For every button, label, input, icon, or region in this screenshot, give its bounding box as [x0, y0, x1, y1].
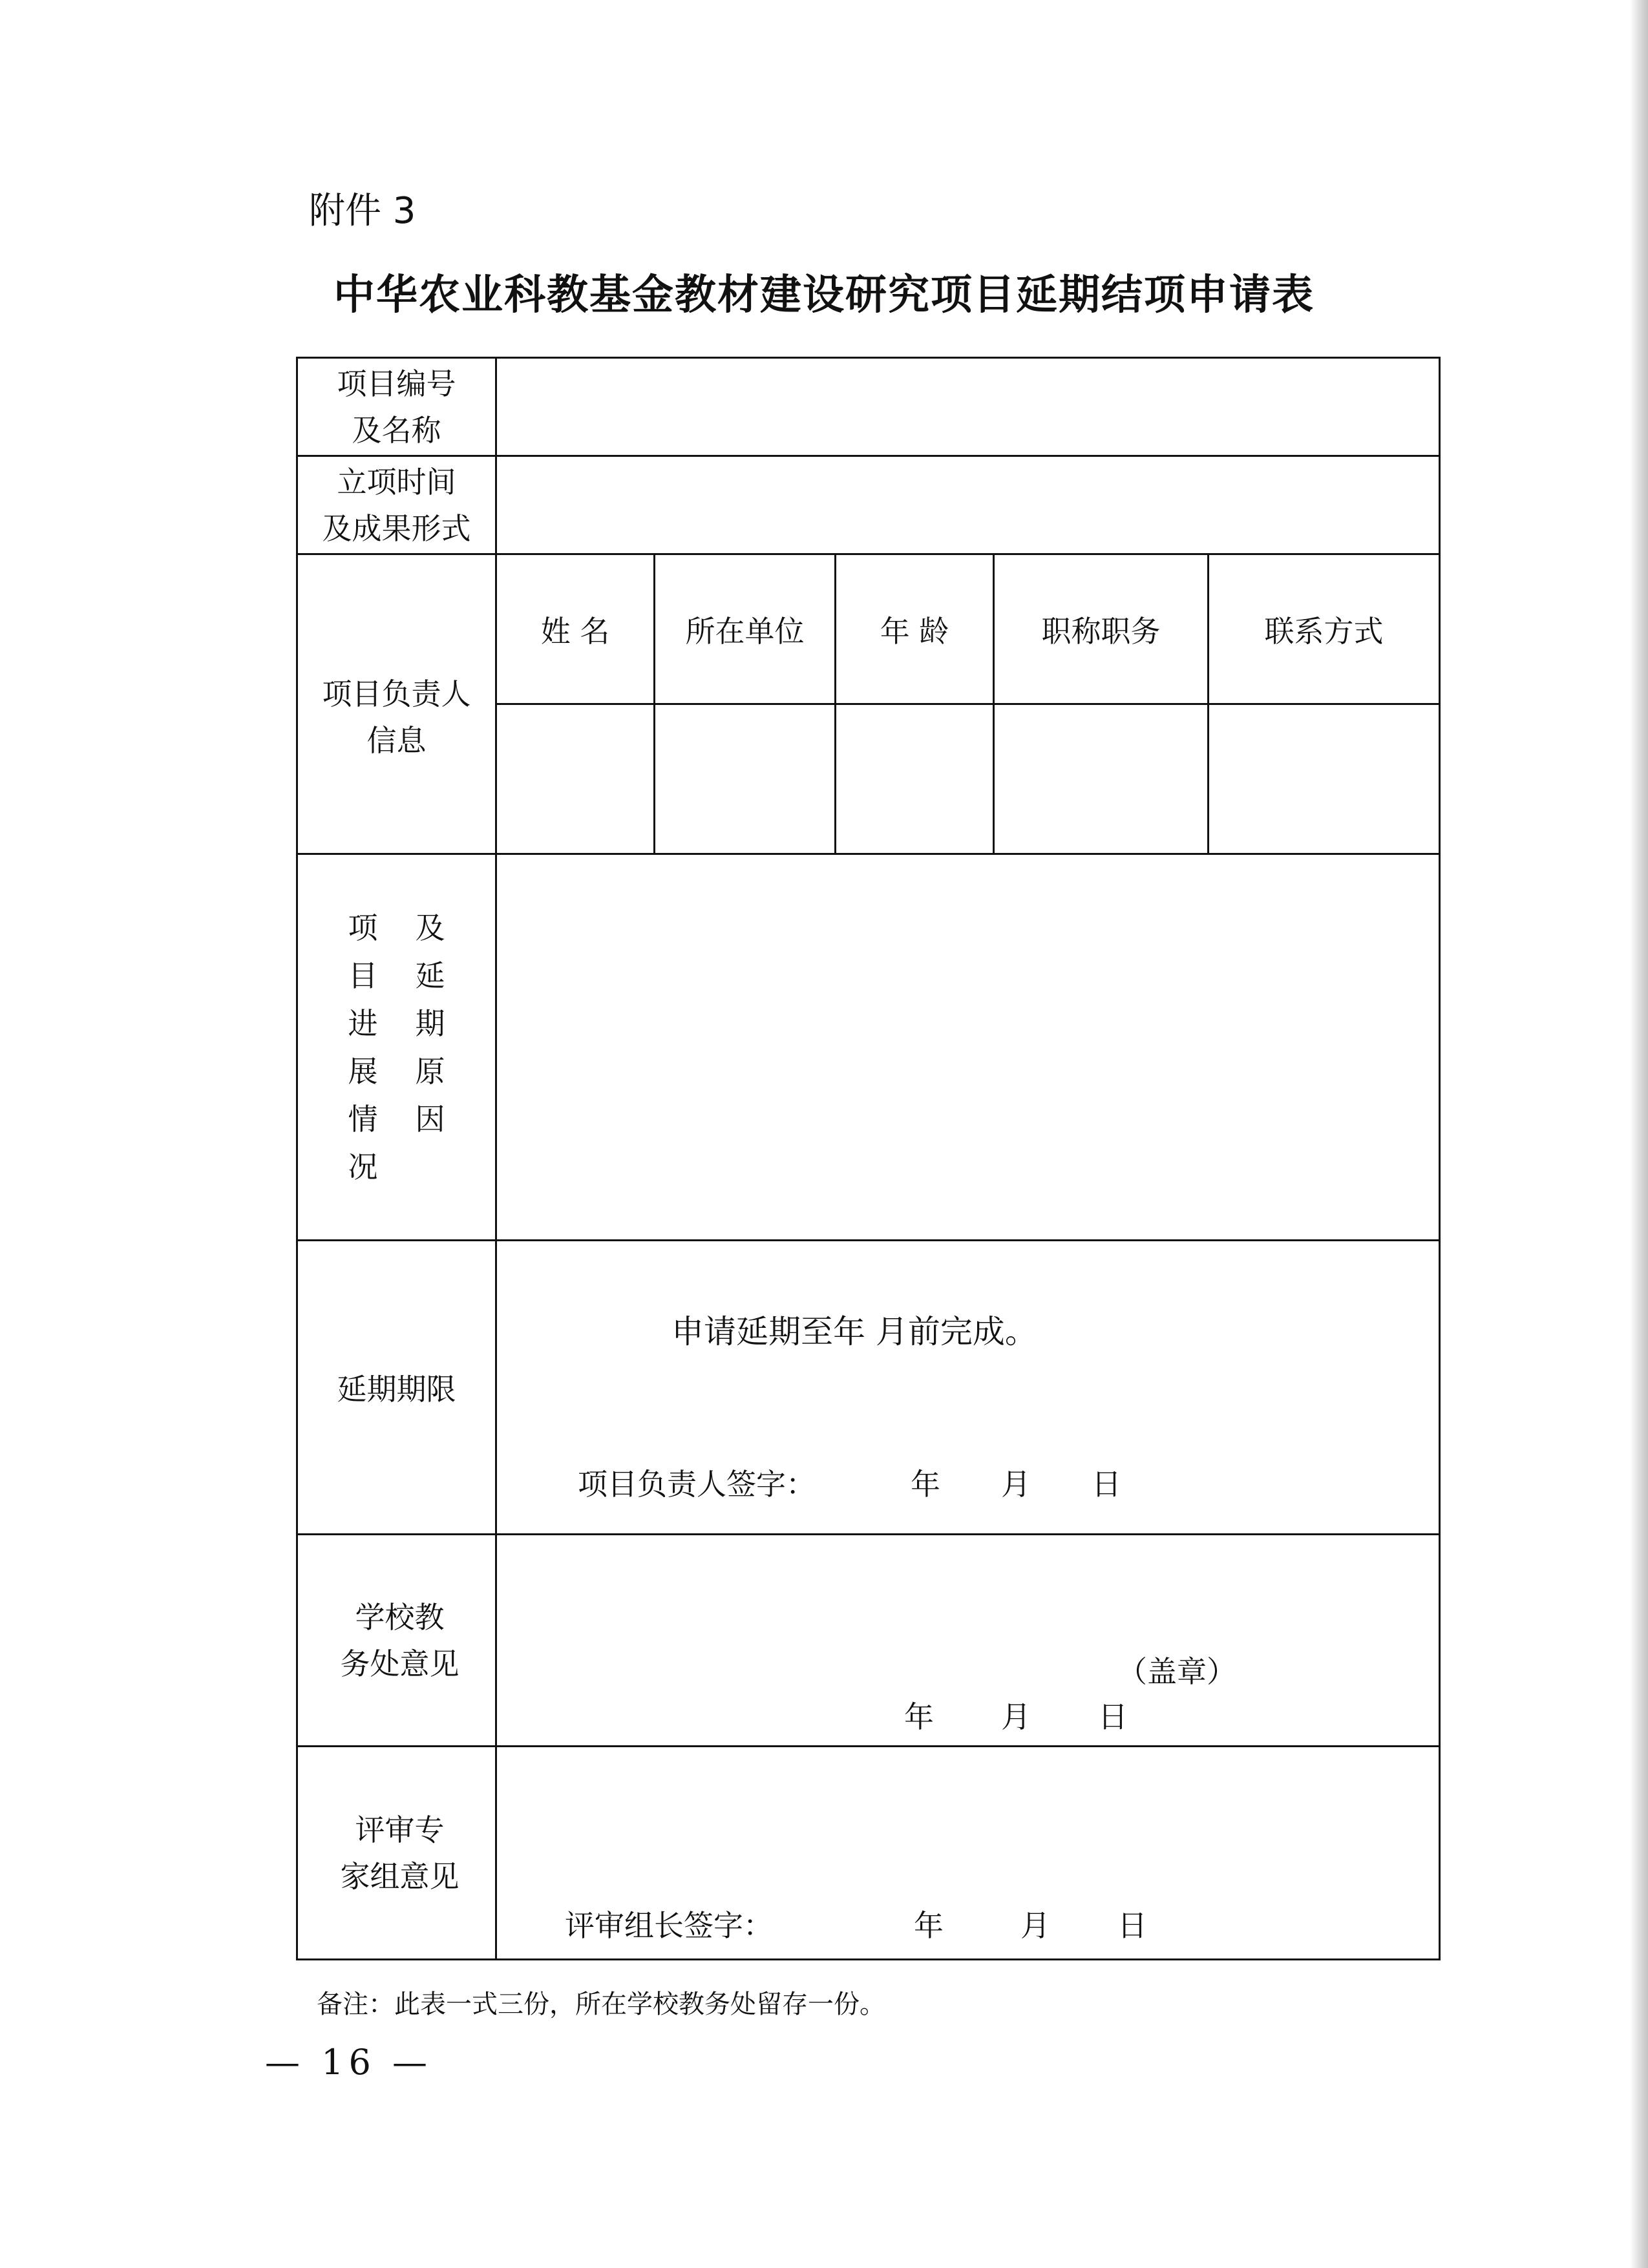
project-id-name-label-line2: 及名称 [352, 412, 441, 448]
school-year: 年 [904, 1699, 934, 1734]
row-school-opinion [297, 1535, 1440, 1747]
application-form-table [296, 357, 1441, 1960]
progress-char: 况 [348, 1149, 378, 1184]
row-approval-time [297, 456, 1440, 554]
page-edge-shadow [1630, 0, 1648, 2268]
row-progress-reason [297, 854, 1440, 1241]
leader-info-label-line1: 项目负责人 [322, 676, 471, 711]
expert-opinion-label-line2: 家组意见 [340, 1858, 460, 1894]
project-id-name-label [297, 358, 496, 456]
progress-char: 进 [348, 1005, 378, 1041]
progress-char: 项 [348, 910, 378, 945]
row-project-id-name [297, 358, 1440, 456]
leader-name-field[interactable] [496, 704, 655, 854]
progress-label-column [348, 904, 378, 1191]
progress-char: 目 [348, 958, 378, 993]
row-expert-opinion [297, 1747, 1440, 1960]
column-header-age: 年 龄 [836, 554, 994, 704]
school-seal: （盖章） [1117, 1654, 1236, 1689]
reason-char: 原 [415, 1053, 445, 1089]
extension-statement: 申请延期至年 月前完成。 [671, 1313, 1037, 1350]
expert-opinion-label-line1: 评审专 [355, 1812, 445, 1847]
reason-char: 及 [415, 910, 445, 945]
approval-time-label-line2: 及成果形式 [322, 510, 471, 546]
extension-field[interactable] [496, 1241, 1440, 1535]
extension-day: 日 [1092, 1467, 1121, 1502]
form-note: 备注：此表一式三份，所在学校教务处留存一份。 [317, 1990, 885, 2019]
expert-sign-label: 评审组长签字： [565, 1908, 773, 1943]
expert-day: 日 [1117, 1908, 1147, 1943]
extension-label: 延期期限 [297, 1241, 496, 1535]
reason-char: 期 [415, 1005, 445, 1041]
column-header-title: 职称职务 [994, 554, 1209, 704]
column-header-contact: 联系方式 [1209, 554, 1440, 704]
school-opinion-label [297, 1535, 496, 1747]
progress-char: 展 [348, 1053, 378, 1089]
approval-time-field[interactable] [496, 456, 1440, 554]
approval-time-label-line1: 立项时间 [337, 464, 456, 499]
reason-char: 因 [415, 1101, 445, 1137]
school-month: 月 [1001, 1699, 1031, 1734]
extension-sign-label: 项目负责人签字： [578, 1467, 816, 1502]
column-header-name: 姓 名 [496, 554, 655, 704]
project-id-name-label-line1: 项目编号 [337, 366, 456, 401]
school-day: 日 [1098, 1699, 1128, 1734]
leader-info-label [297, 554, 496, 854]
leader-title-field[interactable] [994, 704, 1209, 854]
progress-char: 情 [348, 1101, 378, 1137]
leader-info-label-line2: 信息 [366, 722, 427, 758]
expert-opinion-field[interactable] [496, 1747, 1440, 1960]
page-number: — 16 — [265, 2042, 433, 2083]
progress-reason-field[interactable] [496, 854, 1440, 1241]
form-title: 中华农业科教基金教材建设研究项目延期结项申请表 [333, 271, 1315, 319]
approval-time-label [297, 456, 496, 554]
reason-label-column [416, 904, 445, 1143]
expert-opinion-label [297, 1747, 496, 1960]
leader-age-field[interactable] [836, 704, 994, 854]
attachment-label: 附件 3 [309, 190, 416, 232]
progress-reason-label [297, 854, 496, 1241]
column-header-unit: 所在单位 [655, 554, 836, 704]
extension-month: 月 [1001, 1467, 1031, 1502]
extension-year: 年 [911, 1467, 940, 1502]
leader-contact-field[interactable] [1209, 704, 1440, 854]
school-opinion-label-line2: 务处意见 [340, 1646, 460, 1681]
leader-unit-field[interactable] [655, 704, 836, 854]
row-extension [297, 1241, 1440, 1535]
row-leader-header [297, 554, 1440, 704]
school-opinion-field[interactable] [496, 1535, 1440, 1747]
school-opinion-label-line1: 学校教 [355, 1599, 445, 1635]
project-id-name-field[interactable] [496, 358, 1440, 456]
expert-year: 年 [914, 1908, 944, 1943]
expert-month: 月 [1020, 1908, 1050, 1943]
reason-char: 延 [415, 958, 445, 993]
